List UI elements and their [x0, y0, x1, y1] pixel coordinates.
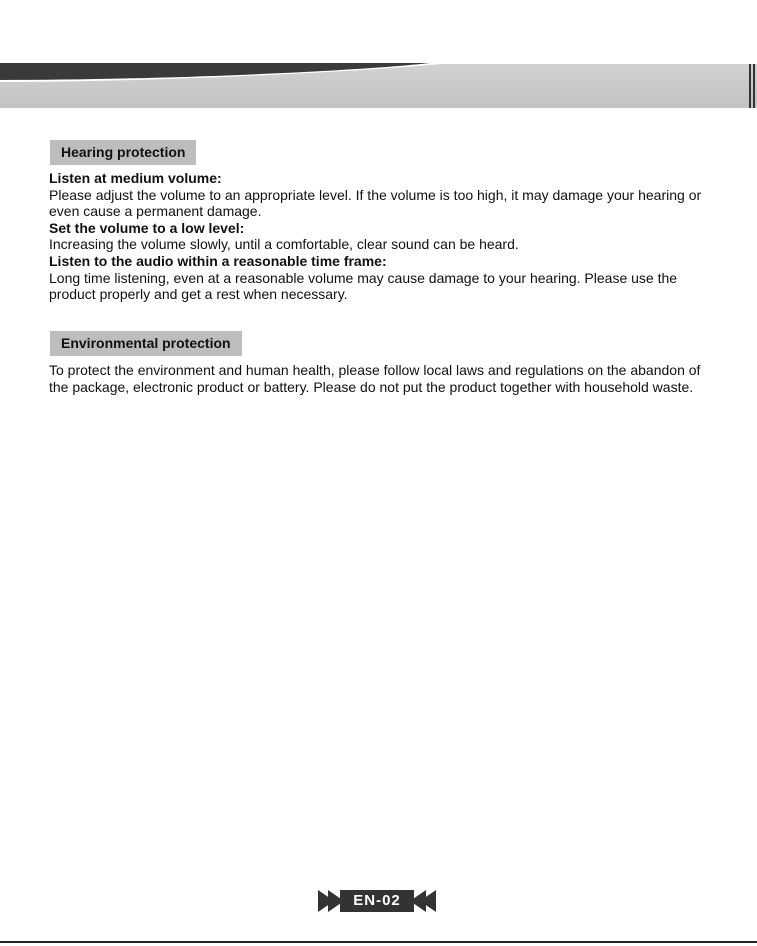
- time-frame-text: Long time listening, even at a reasonable volume may cause damage to your hearing. Please use the product properly and get a rest when necessary.: [49, 269, 678, 303]
- bottom-rule: [0, 941, 757, 943]
- medium-volume-heading: Listen at medium volume:: [49, 170, 222, 186]
- low-level-heading: Set the volume to a low level:: [49, 219, 245, 236]
- environmental-protection-text: To protect the environment and human health, please follow local laws and regulations on the abandon of the package, electronic product or battery. Please do not put the product together with household waste.: [49, 362, 701, 395]
- environmental-protection-content: [49, 362, 719, 395]
- medium-volume-text: Please adjust the volume to an appropriate level. If the volume is too high, it may damage your hearing or even cause a permanent damage.: [49, 186, 702, 220]
- hearing-protection-label: Hearing protection: [50, 140, 196, 165]
- page-number: EN-02: [353, 892, 401, 909]
- header-band: [0, 0, 757, 115]
- low-level-text: Increasing the volume slowly, until a comfortable, clear sound can be heard.: [49, 236, 519, 253]
- hearing-protection-content: [49, 170, 719, 303]
- environmental-protection-label: Environmental protection: [50, 331, 242, 356]
- page-number-badge: [318, 888, 436, 914]
- time-frame-heading: Listen to the audio within a reasonable time frame:: [49, 252, 387, 269]
